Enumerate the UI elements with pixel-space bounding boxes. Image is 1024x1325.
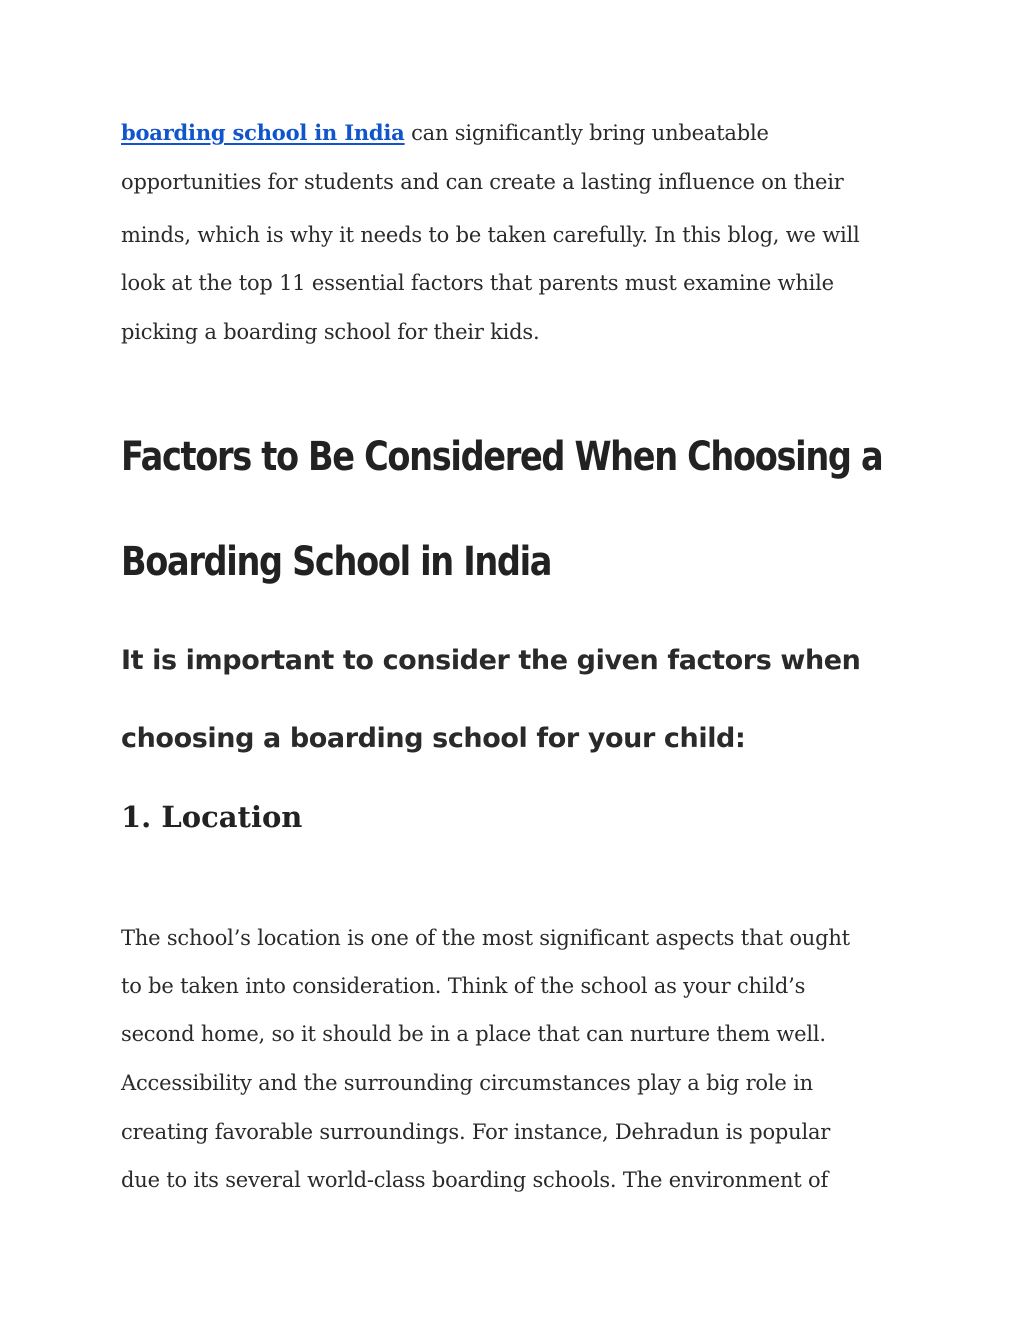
- location-line-6: due to its several world-class boarding schools. The environment of: [121, 1168, 829, 1192]
- intro-line-1: [121, 120, 769, 145]
- intro-line-3: minds, which is why it needs to be taken carefully. In this blog, we will: [121, 223, 860, 247]
- subheading-line-1: It is important to consider the given factors when: [121, 645, 861, 676]
- intro-line-5: picking a boarding school for their kids.: [121, 320, 540, 344]
- location-line-4: Accessibility and the surrounding circumstances play a big role in: [121, 1071, 813, 1095]
- location-line-5: creating favorable surroundings. For instance, Dehradun is popular: [121, 1120, 831, 1144]
- subheading-line-2: choosing a boarding school for your child:: [121, 723, 746, 754]
- location-line-3: second home, so it should be in a place that can nurture them well.: [121, 1022, 826, 1046]
- location-line-1: The school’s location is one of the most significant aspects that ought: [121, 926, 850, 950]
- section-heading-line-2: Boarding School in India: [121, 539, 552, 585]
- section-heading-line-1: Factors to Be Considered When Choosing a: [121, 434, 883, 480]
- intro-line-4: look at the top 11 essential factors that parents must examine while: [121, 271, 834, 295]
- location-title: 1. Location: [121, 800, 303, 834]
- boarding-school-link[interactable]: boarding school in India: [121, 120, 405, 145]
- intro-line-1-text: can significantly bring unbeatable: [404, 121, 769, 145]
- location-line-2: to be taken into consideration. Think of the school as your child’s: [121, 974, 806, 998]
- intro-line-2: opportunities for students and can create a lasting influence on their: [121, 170, 844, 194]
